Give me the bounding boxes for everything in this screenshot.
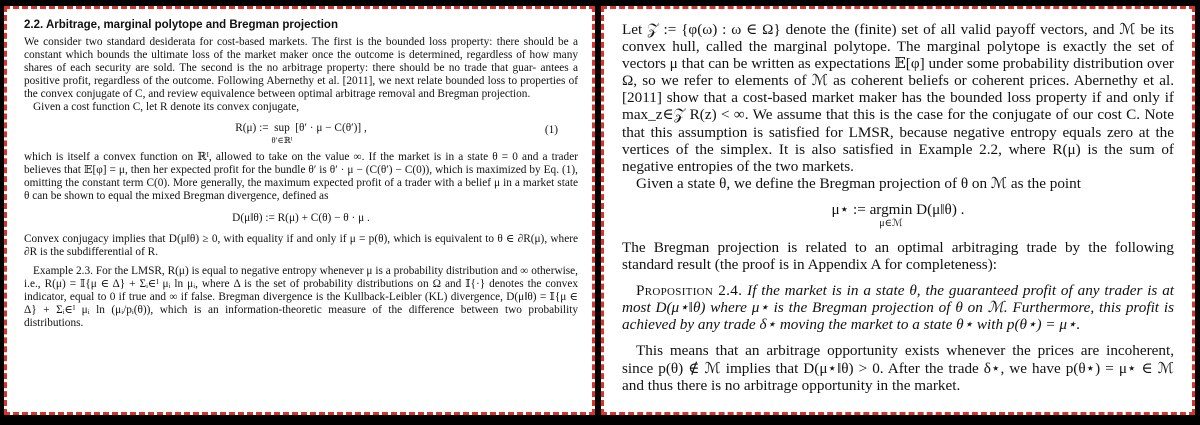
eq1-subscript: θ′∈ℝᴵ (271, 135, 293, 146)
equation-1 (24, 121, 578, 146)
projection-equation (622, 201, 1174, 229)
intro-paragraph: We consider two standard desiderata for cost-based markets. The first is the bounded loss property: there should be a constant which bounds the ultimate loss of the market maker once the outcome is determined, regardless of how many shares of each security are sold. The second is the no arbitrage property: there should be no trade that guar- antees a positive profit, regardless of the outcome. Following Abernethy et al. [2011], we next relate bounded loss to properties of the convex conjugate of C, and review equivalence between optimal arbitrage removal and Bregman projection. (24, 36, 578, 101)
proposition-body: If the market is in a state θ, the guaranteed profit of any trader is at most D(μ⋆‖θ) where μ⋆ is the Bregman projection of θ on ℳ. Furthermore, this profit is achieved by any trade δ⋆ moving the market to a state θ⋆ with p(θ⋆) = μ⋆. (622, 282, 1175, 334)
proj-eq-rhs: D(μ‖θ) . (912, 200, 965, 218)
eq1-number: (1) (544, 124, 558, 137)
proposition-2-4 (622, 282, 1174, 333)
equation-bregman-divergence: D(μ‖θ) := R(μ) + C(θ) − θ · μ . (232, 211, 370, 224)
eq1-rhs: [θ′ · μ − C(θ′)] , (292, 122, 367, 135)
proposition-label: Proposition 2.4. (636, 282, 743, 300)
eq1-op-text: sup (274, 122, 290, 135)
proj-eq-operator (870, 201, 913, 229)
proj-eq-subscript: μ∈ℳ (879, 217, 903, 229)
profit-paragraph: which is itself a convex function on ℝᴵ, allowed to take on the value ∞. If the market is in a state θ = 0 and a trader believes that 𝔼[φ] = μ, then her expected profit for the bundle θ′ is θ′ · μ − (C(θ′) − C(0)), which is maximized by Eq. (1), omitting the constant term C(0). More generally, the maximum expected profit of a trader with a belief μ in a market state θ can be shown to equal the mixed Bregman divergence, defined as (24, 151, 578, 203)
section-heading: 2.2. Arbitrage, marginal polytope and Bregman projection (24, 19, 338, 31)
polytope-paragraph: Let 𝒵 := {φ(ω) : ω ∈ Ω} denote the (finite) set of all valid payoff vectors, and ℳ be its convex hull, called the marginal polytope. The marginal polytope is exactly the set of vectors μ that can be written as expectations 𝔼[φ] under some probability distribution over Ω, so we refer to elements of ℳ as coherent beliefs or coherent prices. Abernethy et al. [2011] show that a cost-based market maker has the bounded loss property if and only if max_z∈𝒵 R(z) < ∞. We assume that this is the case for the conjugate of our cost C. Note that this assumption is satisfied for LMSR, because negative entropy equals zero at the vertices of the simplex. It is also satisfied in Example 2.2, where R(μ) is the sum of negative entropies of the two markets. (622, 21, 1174, 175)
conjugate-paragraph: Given a cost function C, let R denote its convex conjugate, (33, 101, 300, 114)
relation-paragraph: The Bregman projection is related to an optimal arbitraging trade by the following standard result (the proof is in Appendix A for completeness): (622, 238, 1174, 274)
conjugacy-paragraph: Convex conjugacy implies that D(μ‖θ) ≥ 0, with equality if and only if μ = p(θ), which is equivalent to θ ∈ ∂R(μ), where ∂R is the subdifferential of R. (24, 232, 578, 258)
left-paper-panel (4, 6, 595, 415)
eq1-operator (271, 121, 292, 145)
proj-eq-lhs: μ⋆ := (831, 200, 870, 218)
proj-eq-op-text: argmin (869, 200, 913, 218)
eq1-lhs: R(μ) := (235, 122, 272, 135)
projection-definition-paragraph: Given a state θ, we define the Bregman projection of θ on ℳ as the point (636, 174, 1081, 192)
right-paper-panel (601, 6, 1195, 415)
arbitrage-paragraph: This means that an arbitrage opportunity exists whenever the prices are incoherent, since p(θ) ∉ ℳ implies that D(μ⋆‖θ) > 0. After the trade δ⋆, we have p(θ⋆) = μ⋆ ∈ ℳ and thus there is no arbitrage opportunity in the market. (622, 342, 1174, 394)
example-paragraph: Example 2.3. For the LMSR, R(μ) is equal to negative entropy whenever μ is a probability distribution and ∞ otherwise, i.e., R(μ) = 𝕀{μ ∈ Δ} + Σᵢ∈ᴵ μᵢ ln μᵢ, where Δ is the set of probability distributions on Ω and 𝕀{·} denotes the convex indicator, equal to 0 if true and ∞ if false. Bregman divergence is the Kullback-Leibler (KL) divergence, D(μ‖θ) = 𝕀{μ ∈ Δ} + Σᵢ∈ᴵ μᵢ ln (μᵢ/pᵢ(θ)), which is an information-theoretic measure of the difference between two probability distributions. (24, 264, 578, 329)
